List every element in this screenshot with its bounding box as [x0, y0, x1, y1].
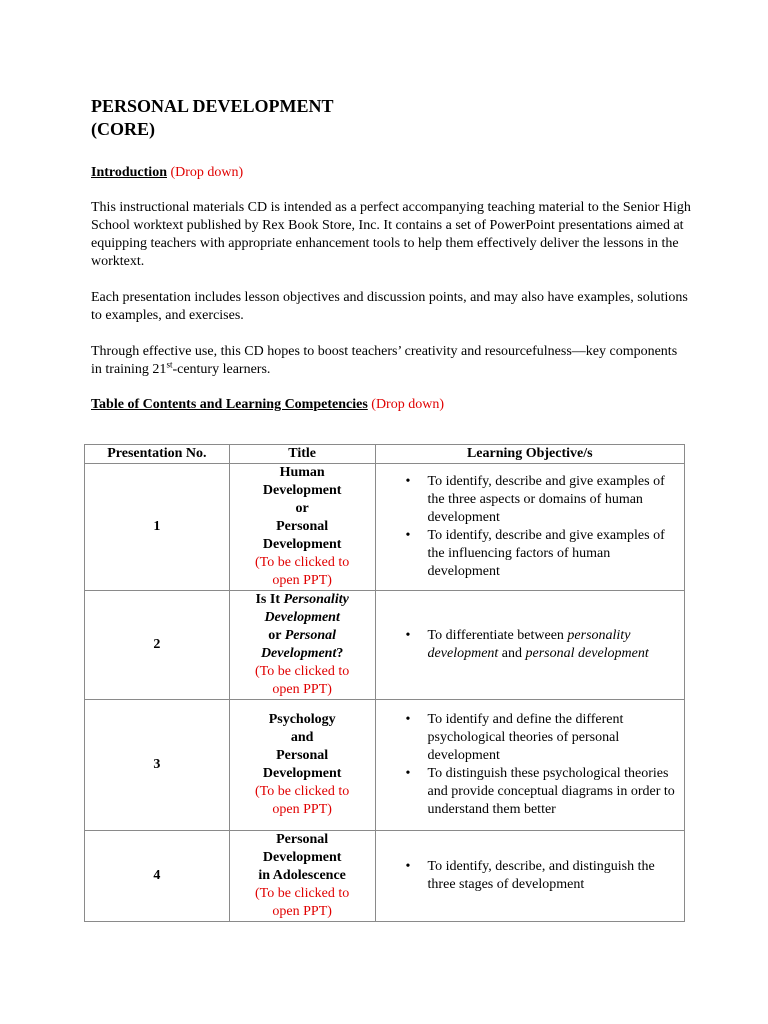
objective-item: • To identify, describe and give examples of the influencing factors of human development — [428, 527, 680, 581]
objectives-cell — [375, 464, 684, 591]
presentation-title-link[interactable]: Personal Development in Adolescence (To be clicked to open PPT) — [229, 831, 375, 922]
table-header-row — [85, 445, 685, 464]
intro-paragraph-1: This instructional materials CD is intended as a perfect accompanying teaching material to the Senior High School worktext published by Rex Book Store, Inc. It contains a set of PowerPoint presentations aimed at equipping teachers with appropriate enhancement tools to help them effectively deliver the lessons in the worktext. — [91, 200, 691, 269]
presentation-title-link[interactable]: Psychology and Personal Development (To be clicked to open PPT) — [229, 700, 375, 831]
intro-heading: Introduction — [91, 165, 167, 180]
objective-item: • To identify, describe, and distinguish the three stages of development — [428, 858, 680, 894]
presentation-number: 4 — [85, 831, 230, 922]
objectives-cell — [375, 591, 684, 700]
intro-paragraph-3: Through effective use, this CD hopes to boost teachers’ creativity and resourcefulness—key components in training 21st-century learners. — [91, 344, 678, 377]
document-body — [91, 95, 691, 414]
presentation-title-link[interactable]: Is It Personality Development or Personal Development? (To be clicked to open PPT) — [229, 591, 375, 700]
presentation-number: 3 — [85, 700, 230, 831]
objective-item: • To identify and define the different psychological theories of personal development — [428, 711, 680, 765]
intro-dropdown-note[interactable]: (Drop down) — [170, 165, 244, 180]
header-presentation-no: Presentation No. — [85, 445, 230, 464]
intro-heading-row — [91, 164, 691, 182]
intro-paragraph-2: Each presentation includes lesson objectives and discussion points, and may also have examples, solutions to examples, and exercises. — [91, 290, 688, 323]
open-ppt-note: (To be clicked to — [255, 784, 350, 799]
table-row — [85, 591, 685, 700]
header-learning-objectives: Learning Objective/s — [375, 445, 684, 464]
table-row — [85, 700, 685, 831]
objective-item: • To distinguish these psychological theories and provide conceptual diagrams in order to understand them better — [428, 765, 680, 819]
toc-heading: Table of Contents and Learning Competencies — [91, 397, 368, 412]
table-row — [85, 831, 685, 922]
objective-item: • To identify, describe and give examples of the three aspects or domains of human development — [428, 473, 680, 527]
open-ppt-note: (To be clicked to — [255, 555, 350, 570]
doc-title-line1: PERSONAL DEVELOPMENT — [91, 96, 334, 116]
presentation-number: 2 — [85, 591, 230, 700]
open-ppt-note: (To be clicked to — [255, 664, 350, 679]
objective-item: • To differentiate between personality development and personal development — [428, 627, 680, 663]
objectives-cell — [375, 831, 684, 922]
open-ppt-note: (To be clicked to — [255, 886, 350, 901]
doc-title-line2: (CORE) — [91, 119, 155, 139]
table-row — [85, 464, 685, 591]
toc-table — [84, 444, 685, 922]
toc-heading-row — [91, 396, 691, 414]
presentation-number: 1 — [85, 464, 230, 591]
objectives-cell — [375, 700, 684, 831]
header-title: Title — [229, 445, 375, 464]
presentation-title-link[interactable]: Human Development or Personal Development (To be clicked to open PPT) — [229, 464, 375, 591]
toc-dropdown-note[interactable]: (Drop down) — [371, 397, 444, 412]
